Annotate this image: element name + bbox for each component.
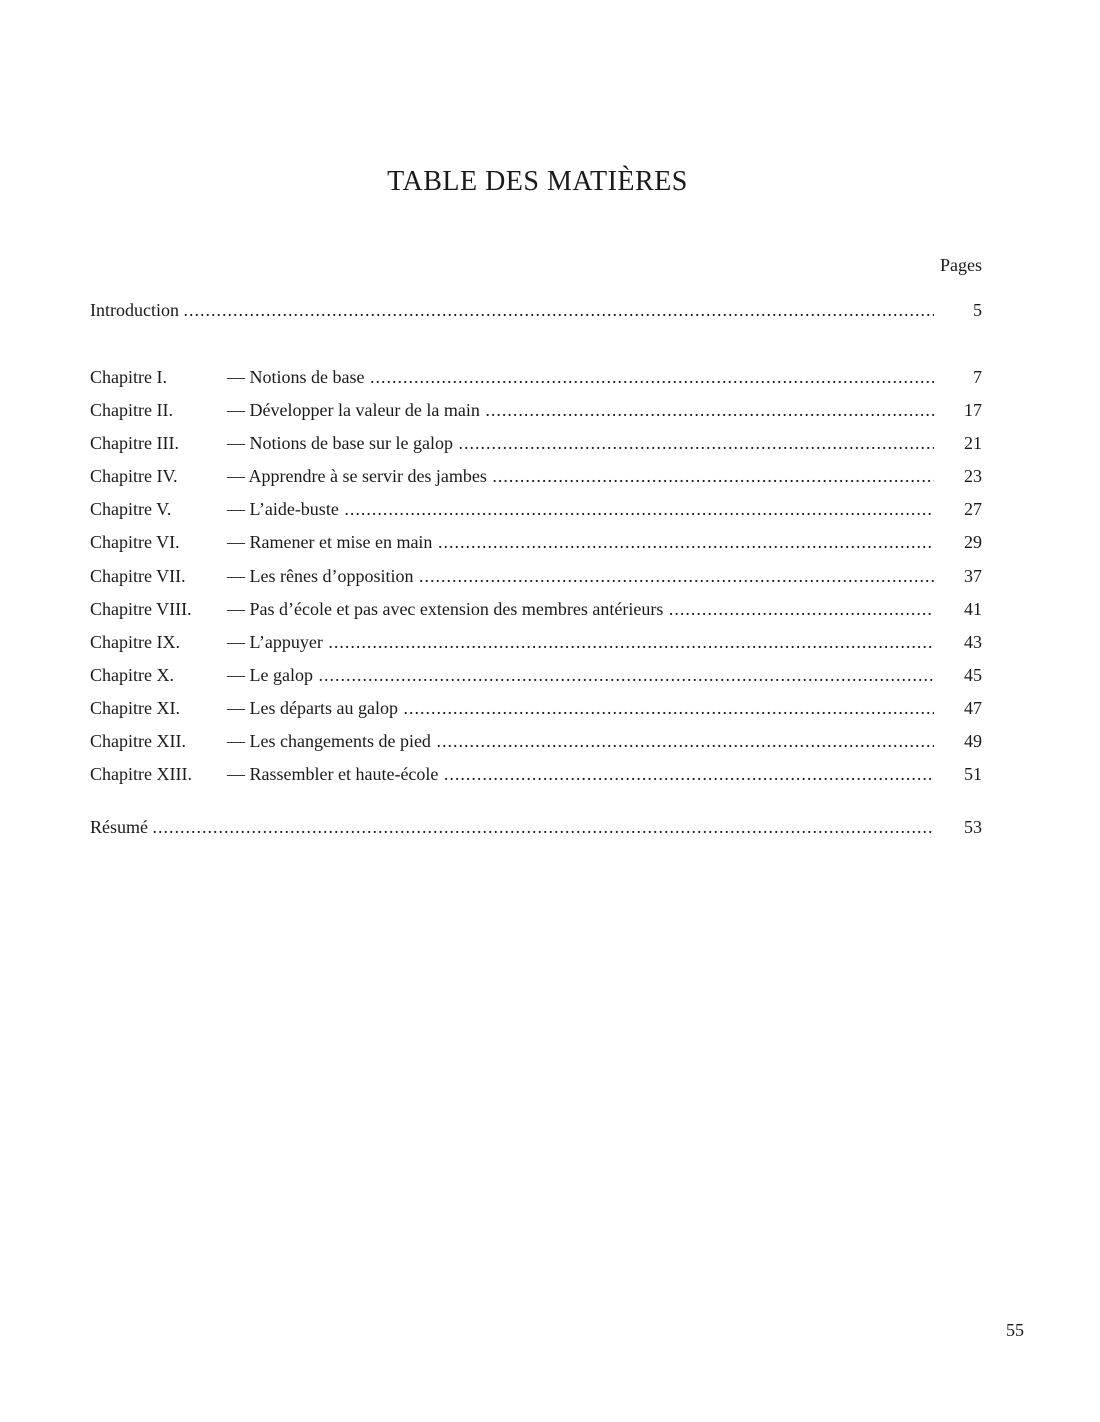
toc-row-chapter — [90, 464, 982, 488]
chapter-title: — Les changements de pied — [227, 731, 431, 751]
chapter-label: Chapitre XII. — [90, 731, 186, 751]
toc-entry — [90, 398, 934, 422]
toc-page-number: 49 — [942, 729, 982, 753]
chapter-title: — L’appuyer — [227, 632, 323, 652]
toc-page-number: 17 — [942, 398, 982, 422]
toc-entry — [90, 663, 934, 687]
chapter-title: — Rassembler et haute-école — [227, 764, 439, 784]
toc-entry — [90, 696, 934, 720]
toc-entry — [90, 497, 934, 521]
chapter-title: — Notions de base sur le galop — [227, 433, 453, 453]
toc-row-chapter — [90, 398, 982, 422]
chapter-label: Chapitre IV. — [90, 466, 178, 486]
chapter-title: — Notions de base — [227, 367, 365, 387]
chapter-title: — Ramener et mise en main — [227, 532, 433, 552]
toc-page-number: 43 — [942, 630, 982, 654]
chapter-label: Chapitre XI. — [90, 698, 180, 718]
chapter-title: — Développer la valeur de la main — [227, 400, 480, 420]
toc-row-chapter — [90, 729, 982, 753]
chapter-title: — L’aide-buste — [227, 499, 339, 519]
toc-row-chapter — [90, 762, 982, 786]
toc-page-number: 47 — [942, 696, 982, 720]
toc-row-chapter — [90, 365, 982, 389]
toc-row-chapter — [90, 663, 982, 687]
toc-page-number: 45 — [942, 663, 982, 687]
toc-entry — [90, 597, 934, 621]
toc-entry — [90, 630, 934, 654]
toc-row-chapter — [90, 597, 982, 621]
pages-column-header: Pages — [940, 255, 982, 275]
chapter-label: Chapitre VIII. — [90, 599, 192, 619]
toc-page-number: 37 — [942, 564, 982, 588]
toc-entry — [90, 729, 934, 753]
toc-row-introduction — [90, 298, 982, 322]
toc-entry — [90, 530, 934, 554]
chapter-title: — Les départs au galop — [227, 698, 398, 718]
chapter-title: — Pas d’école et pas avec extension des membres antérieurs — [227, 599, 664, 619]
chapter-label: Chapitre VII. — [90, 566, 186, 586]
chapter-title: — Apprendre à se servir des jambes — [227, 466, 487, 486]
toc-page-number: 5 — [942, 298, 982, 322]
toc-page-number: 29 — [942, 530, 982, 554]
toc-row-chapter — [90, 497, 982, 521]
toc-entry — [90, 815, 934, 839]
chapter-title: — Les rênes d’opposition — [227, 566, 414, 586]
toc-row-chapter — [90, 431, 982, 455]
toc-page-number: 21 — [942, 431, 982, 455]
toc-row-chapter — [90, 630, 982, 654]
chapter-label: Chapitre VI. — [90, 532, 180, 552]
toc-row-chapter — [90, 696, 982, 720]
toc-entry — [90, 464, 934, 488]
chapter-label: Chapitre X. — [90, 665, 174, 685]
toc-row-chapter — [90, 564, 982, 588]
chapter-label: Chapitre III. — [90, 433, 179, 453]
toc-page-number: 51 — [942, 762, 982, 786]
chapter-label: Chapitre II. — [90, 400, 173, 420]
toc-page-number: 7 — [942, 365, 982, 389]
toc-entry-label: Introduction — [90, 300, 179, 320]
toc-entry — [90, 564, 934, 588]
toc-page-number: 53 — [942, 815, 982, 839]
toc-page-number: 23 — [942, 464, 982, 488]
toc-entry — [90, 365, 934, 389]
toc-row-chapter — [90, 530, 982, 554]
toc-page-number: 41 — [942, 597, 982, 621]
chapter-title: — Le galop — [227, 665, 313, 685]
toc-entry-label: Résumé — [90, 817, 148, 837]
page-title: TABLE DES MATIÈRES — [387, 166, 688, 197]
toc-row-resume — [90, 815, 982, 839]
toc-entry — [90, 431, 934, 455]
chapter-label: Chapitre I. — [90, 367, 167, 387]
chapter-label: Chapitre XIII. — [90, 764, 192, 784]
chapter-label: Chapitre IX. — [90, 632, 180, 652]
toc-page-number: 27 — [942, 497, 982, 521]
toc-entry — [90, 298, 934, 322]
chapter-label: Chapitre V. — [90, 499, 172, 519]
page-folio-number: 55 — [1006, 1320, 1024, 1340]
toc-entry — [90, 762, 934, 786]
